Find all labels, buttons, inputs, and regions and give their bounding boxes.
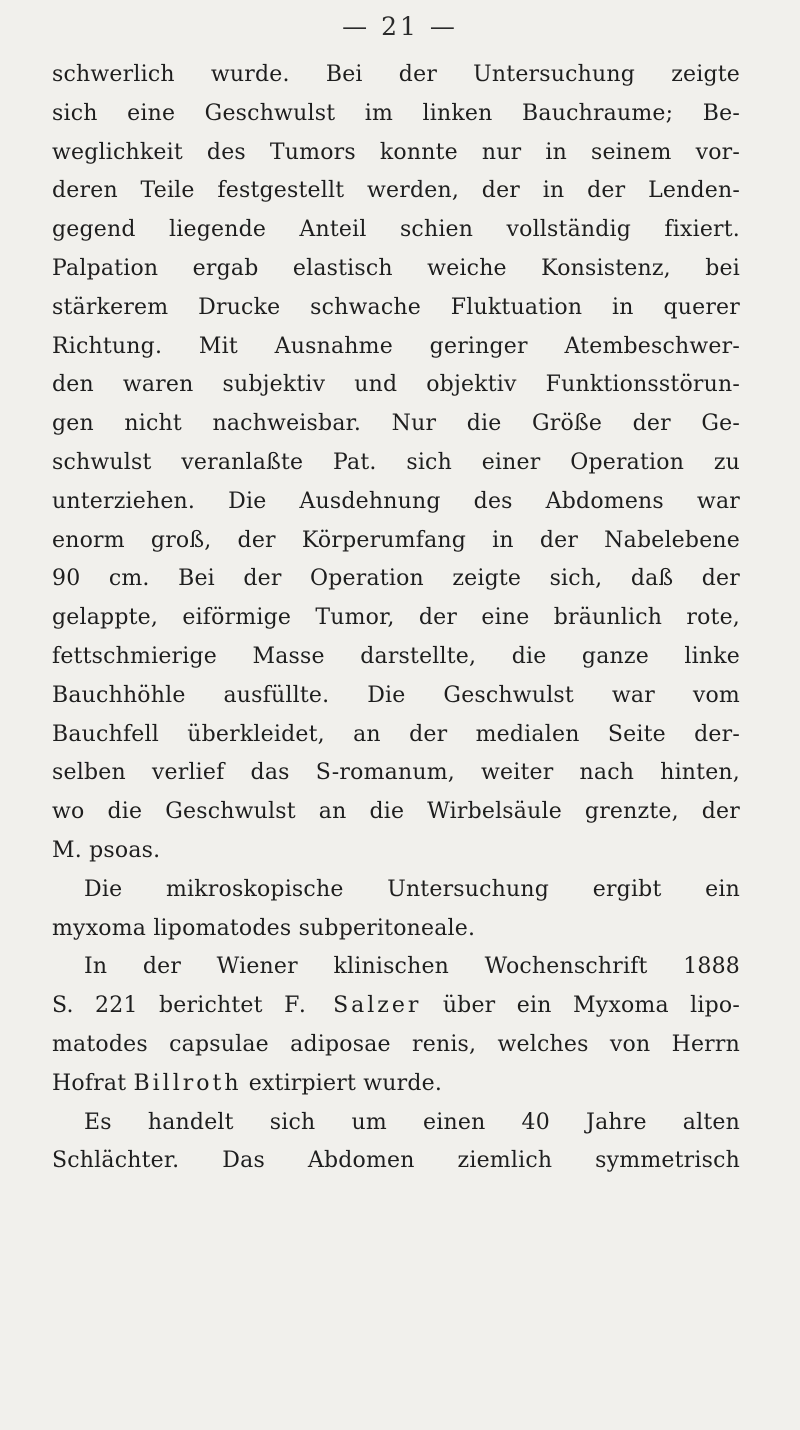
text-segment: S. 221 berichtet — [52, 993, 263, 1019]
text-line: gen nicht nachweisbar. Nur die Größe der Ge- — [52, 411, 740, 437]
text-line: schwulst veranlaßte Pat. sich einer Operation zu — [52, 449, 740, 475]
text-line: stärkerem Drucke schwache Fluktuation in querer — [52, 294, 740, 320]
text-line: gegend liegende Anteil schien vollständig fixiert. — [52, 217, 740, 243]
text-segment: über ein Myxoma lipo- — [442, 993, 740, 1019]
text-line: In der Wiener klinischen Wochenschrift 1888 — [84, 954, 740, 980]
body-text — [52, 56, 740, 1181]
text-line: Palpation ergab elastisch weiche Konsistenz, bei — [52, 255, 740, 281]
text-line: Richtung. Mit Ausnahme geringer Atembeschwer- — [52, 333, 740, 359]
text-line: den waren subjektiv und objektiv Funktionsstörun- — [52, 372, 740, 398]
text-line: Es handelt sich um einen 40 Jahre alten — [84, 1109, 740, 1135]
text-line-with-author — [52, 1065, 740, 1104]
text-line: deren Teile festgestellt werden, der in der Lenden- — [52, 178, 740, 204]
text-line: weglichkeit des Tumors konnte nur in seinem vor- — [52, 139, 740, 165]
text-line: Bauchfell überkleidet, an der medialen Seite der- — [52, 721, 740, 747]
text-line: selben verlief das S-romanum, weiter nach hinten, — [52, 760, 740, 786]
text-line: wo die Geschwulst an die Wirbelsäule grenzte, der — [52, 799, 740, 825]
text-line: myxoma lipomatodes subperitoneale. — [52, 915, 476, 941]
page-number: — 21 — — [342, 12, 458, 41]
text-line: schwerlich wurde. Bei der Untersuchung zeigte — [52, 62, 740, 87]
text-line: Bauchhöhle ausfüllte. Die Geschwulst war vom — [52, 682, 740, 708]
author-name: Billroth — [133, 1070, 242, 1096]
text-line: Schlächter. Das Abdomen ziemlich symmetrisch — [52, 1148, 740, 1174]
text-line: unterziehen. Die Ausdehnung des Abdomens war — [52, 488, 740, 514]
text-line: enorm groß, der Körperumfang in der Nabelebene — [52, 527, 740, 553]
text-segment: Hofrat — [52, 1070, 127, 1096]
author-name: F. Salzer — [284, 993, 422, 1019]
text-segment: extirpiert wurde. — [248, 1070, 443, 1096]
text-line: matodes capsulae adiposae renis, welches von Herrn — [52, 1031, 740, 1057]
text-line: sich eine Geschwulst im linken Bauchraume; Be- — [52, 100, 740, 126]
text-line: gelappte, eiförmige Tumor, der eine bräunlich rote, — [52, 605, 740, 631]
text-line: fettschmierige Masse darstellte, die ganze linke — [52, 643, 740, 669]
text-line: 90 cm. Bei der Operation zeigte sich, daß der — [52, 566, 740, 592]
text-line-with-author — [52, 987, 740, 1026]
text-line: M. psoas. — [52, 837, 161, 863]
text-line: Die mikroskopische Untersuchung ergibt ein — [84, 876, 740, 902]
